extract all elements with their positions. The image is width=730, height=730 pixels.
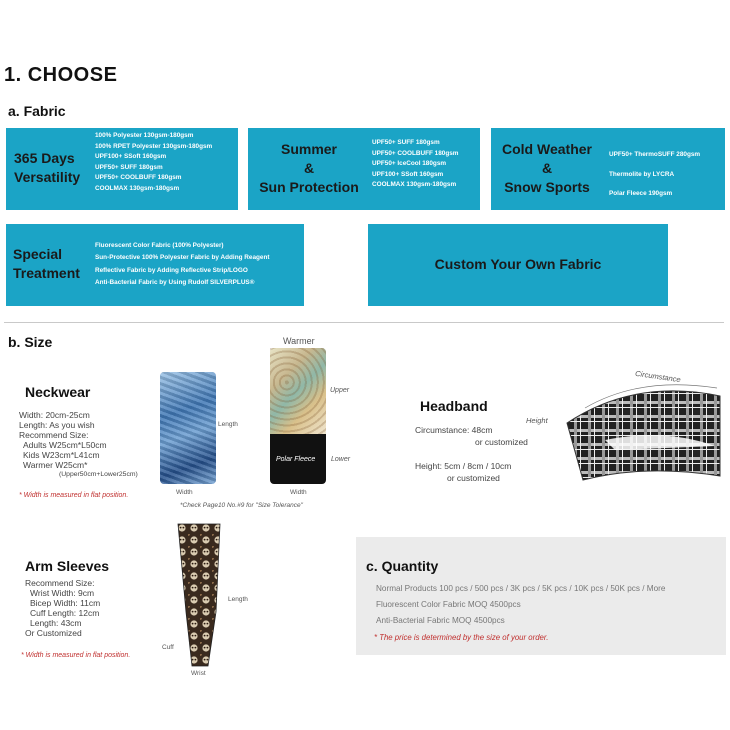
arm-wrist-label: Wrist: [191, 670, 206, 677]
neckwear-title: Neckwear: [25, 384, 91, 400]
arm-specs: [25, 578, 100, 638]
quantity-line: Fluorescent Color Fabric MOQ 4500pcs: [376, 600, 521, 609]
arm-cuff-label: Cuff: [162, 644, 174, 651]
fabric-item: Reflective Fabric by Adding Reflective Strip/LOGO: [95, 266, 248, 274]
neckwear-width-label: Width: [176, 489, 193, 496]
fabric-item: UPF50+ COOLBUFF 180gsm: [372, 149, 459, 157]
neckwear-specs: [19, 410, 138, 480]
custom-fabric-label: Custom Your Own Fabric: [434, 256, 602, 272]
spec-line: Kids W23cm*L41cm: [23, 450, 100, 460]
page-heading: 1. CHOOSE: [4, 64, 118, 86]
fabric-tile-special-treatment[interactable]: [6, 224, 304, 306]
quantity-line: Normal Products 100 pcs / 500 pcs / 3K pcs / 5K pcs / 10K pcs / 50K pcs / More: [376, 584, 666, 593]
fabric-heading: a. Fabric: [8, 103, 66, 119]
section-divider: [4, 322, 724, 323]
tile-title-line: Versatility: [14, 169, 81, 185]
headband-title: Headband: [420, 398, 488, 414]
fabric-item: UPF50+ SUFF 180gsm: [95, 163, 163, 171]
size-heading: b. Size: [8, 334, 53, 350]
warmer-upper-image: [270, 348, 326, 434]
quantity-line: Anti-Bacterial Fabric MOQ 4500pcs: [376, 616, 505, 625]
arm-length-label: Length: [228, 596, 248, 603]
tile-title-line: Cold Weather: [502, 141, 592, 157]
arm-sleeve-image: [176, 522, 226, 670]
quantity-heading: c. Quantity: [366, 558, 439, 574]
fabric-item: 100% RPET Polyester 130gsm-180gsm: [95, 142, 213, 150]
fabric-item: Sun-Protective 100% Polyester Fabric by Adding Reagent: [95, 254, 270, 262]
fabric-item: COOLMAX 130gsm-180gsm: [372, 181, 457, 189]
spec-line: Warmer W25cm*: [23, 460, 88, 470]
fabric-item: 100% Polyester 130gsm-180gsm: [95, 132, 194, 139]
headband-circ: Circumstance: 48cm: [415, 425, 493, 435]
headband-height: Height: 5cm / 8cm / 10cm: [415, 461, 512, 471]
tile-title-line: Sun Protection: [259, 179, 359, 195]
spec-line: Bicep Width: 11cm: [30, 598, 101, 608]
polar-fleece-label: Polar Fleece: [276, 456, 316, 463]
spec-line: Cuff Length: 12cm: [30, 608, 100, 618]
spec-line: Length: As you wish: [19, 420, 95, 430]
spec-line: Or Customized: [25, 628, 82, 638]
headband-height-label: Height: [526, 416, 548, 425]
headband-circ-sub: or customized: [475, 437, 528, 447]
fabric-item: UPF50+ COOLBUFF 180gsm: [95, 174, 182, 182]
headband-image: [555, 368, 725, 488]
spec-line: Length: 43cm: [30, 618, 82, 628]
spec-line: Width: 20cm-25cm: [19, 410, 90, 420]
warmer-width-label: Width: [290, 489, 307, 496]
spec-line: (Upper50cm+Lower25cm): [59, 471, 138, 478]
spec-line: Recommend Size:: [25, 578, 95, 588]
fabric-item: Anti-Bacterial Fabric by Using Rudolf SILVERPLUS®: [95, 279, 255, 287]
tile-title-line: Summer: [280, 141, 338, 157]
quantity-note: * The price is determined by the size of your order.: [374, 633, 549, 642]
tile-title-line: Snow Sports: [504, 179, 590, 195]
neckwear-length-label: Length: [218, 421, 238, 428]
arm-sleeves-title: Arm Sleeves: [25, 558, 110, 574]
fabric-item: COOLMAX 130gsm-180gsm: [95, 184, 180, 192]
quantity-panel: [356, 537, 726, 655]
fabric-tile-cold-weather[interactable]: [491, 128, 725, 210]
fabric-tile-versatility[interactable]: [6, 128, 238, 210]
fabric-item: UPF50+ IceCool 180gsm: [372, 160, 447, 168]
fabric-item: UPF50+ ThermoSUFF 280gsm: [609, 151, 701, 158]
headband-circ-label: Circumstance: [634, 368, 682, 385]
warmer-label: Warmer: [283, 336, 315, 346]
warmer-upper-label: Upper: [330, 387, 350, 394]
spec-line: Wrist Width: 9cm: [30, 588, 95, 598]
size-tolerance-note: *Check Page10 No.#9 for "Size Tolerance": [180, 502, 303, 509]
fabric-item: Thermolite by LYCRA: [609, 170, 675, 178]
tile-title-line: &: [541, 160, 553, 176]
fabric-tile-custom[interactable]: [368, 224, 668, 306]
tile-title-line: 365 Days: [14, 150, 75, 166]
fabric-item: Polar Fleece 190gsm: [609, 190, 673, 197]
headband-height-sub: or customized: [447, 473, 500, 483]
neckwear-image: [160, 372, 216, 484]
neckwear-note: * Width is measured in flat position.: [19, 492, 129, 499]
tile-title-line: Special: [13, 246, 63, 262]
spec-line: Recommend Size:: [19, 430, 89, 440]
spec-line: Adults W25cm*L50cm: [23, 440, 107, 450]
tile-title-line: Treatment: [13, 265, 80, 281]
arm-note: * Width is measured in flat position.: [21, 652, 131, 659]
tile-title-line: &: [303, 160, 315, 176]
fabric-item: UPF100+ SSoft 160gsm: [372, 170, 444, 178]
warmer-lower-label: Lower: [331, 456, 351, 463]
fabric-item: Fluorescent Color Fabric (100% Polyester): [95, 242, 224, 249]
fabric-item: UPF100+ SSoft 160gsm: [95, 153, 167, 161]
fabric-item: UPF50+ SUFF 180gsm: [372, 139, 440, 146]
fabric-tile-summer[interactable]: [248, 128, 480, 210]
